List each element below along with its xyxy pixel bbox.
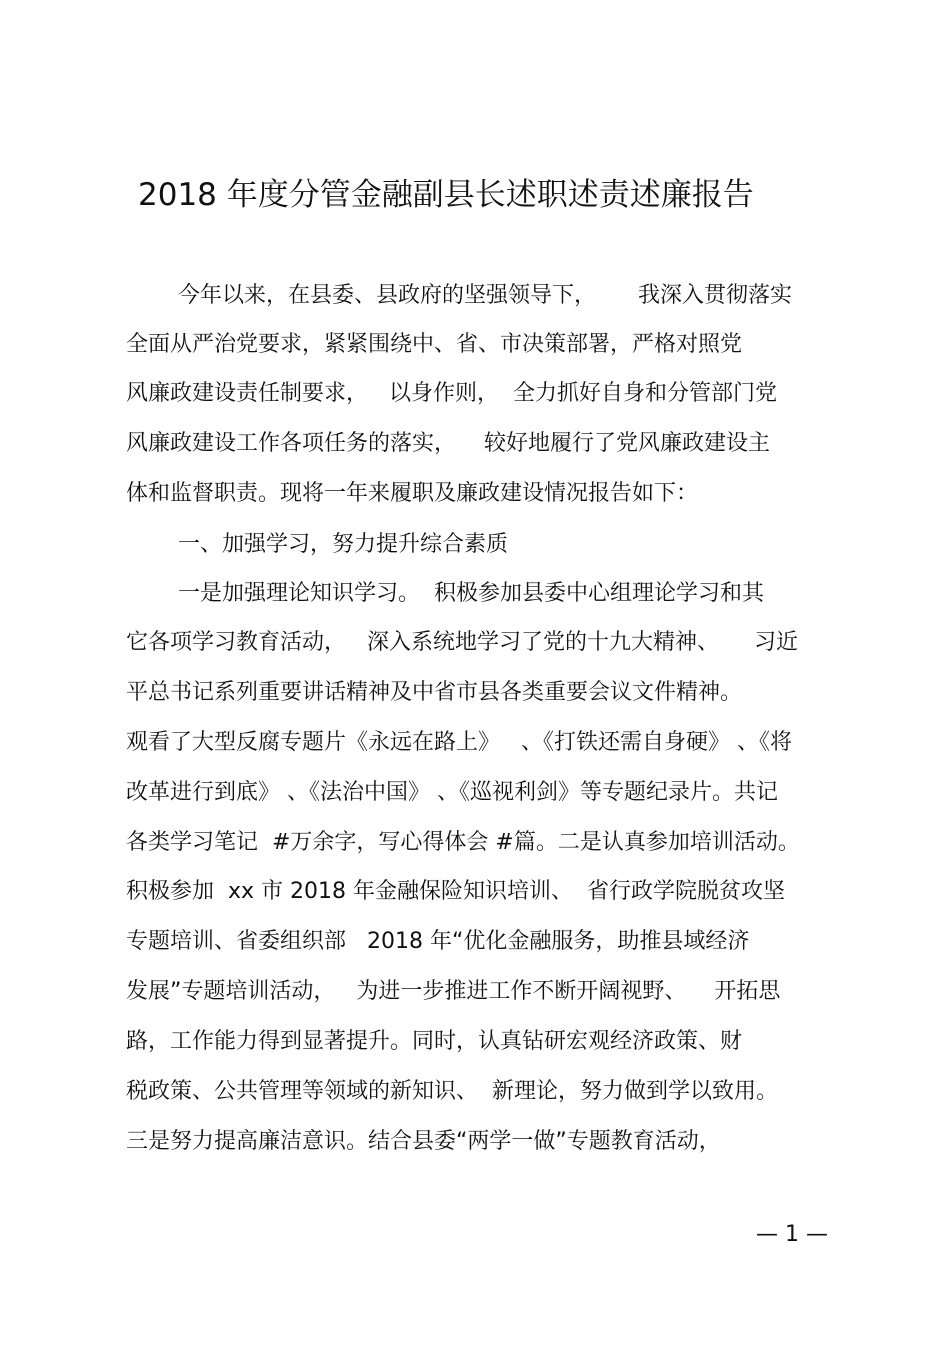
text-line: 风廉政建设工作各项任务的落实， 较好地履行了党风廉政建设主 — [126, 431, 770, 456]
page-number: — 1 — — [756, 1222, 828, 1247]
text-line: 它各项学习教育活动， 深入系统地学习了党的十九大精神、 习近 — [126, 630, 798, 655]
text-line: 路，工作能力得到显著提升。同时，认真钻研宏观经济政策、财 — [126, 1029, 743, 1054]
text-line: 观看了大型反腐专题片《永远在路上》 、《打铁还需自身硬》 、《将 — [126, 730, 792, 755]
text-line: 平总书记系列重要讲话精神及中省市县各类重要会议文件精神。 — [126, 680, 743, 705]
text-line: 专题培训、省委组织部 2018 年“优化金融服务，助推县域经济 — [126, 929, 750, 954]
text-line: 一是加强理论知识学习。 积极参加县委中心组理论学习和其 — [178, 581, 764, 606]
text-line: 各类学习笔记 #万余字，写心得体会 #篇。二是认真参加培训活动。 — [126, 830, 800, 855]
text-line: 改革进行到底》 、《法治中国》 、《巡视利剑》等专题纪录片。共记 — [126, 780, 778, 805]
text-line: 积极参加 xx 市 2018 年金融保险知识培训、 省行政学院脱贫攻坚 — [126, 879, 785, 904]
document-title: 2018 年度分管金融副县长述职述责述廉报告 — [138, 177, 754, 213]
text-line: 税政策、公共管理等领域的新知识、 新理论，努力做到学以致用。 — [126, 1079, 778, 1104]
text-line: 发展”专题培训活动， 为进一步推进工作不断开阔视野、 开拓思 — [126, 979, 781, 1004]
section-heading: 一、加强学习，努力提升综合素质 — [178, 532, 509, 557]
text-line: 体和监督职责。现将一年来履职及廉政建设情况报告如下： — [126, 481, 699, 506]
text-line: 全面从严治党要求，紧紧围绕中、省、市决策部署，严格对照党 — [126, 332, 743, 357]
text-line: 今年以来，在县委、县政府的坚强领导下， 我深入贯彻落实 — [178, 283, 792, 308]
text-line: 风廉政建设责任制要求， 以身作则， 全力抓好自身和分管部门党 — [126, 381, 777, 406]
text-line: 三是努力提高廉洁意识。结合县委“两学一做”专题教育活动， — [126, 1129, 721, 1154]
